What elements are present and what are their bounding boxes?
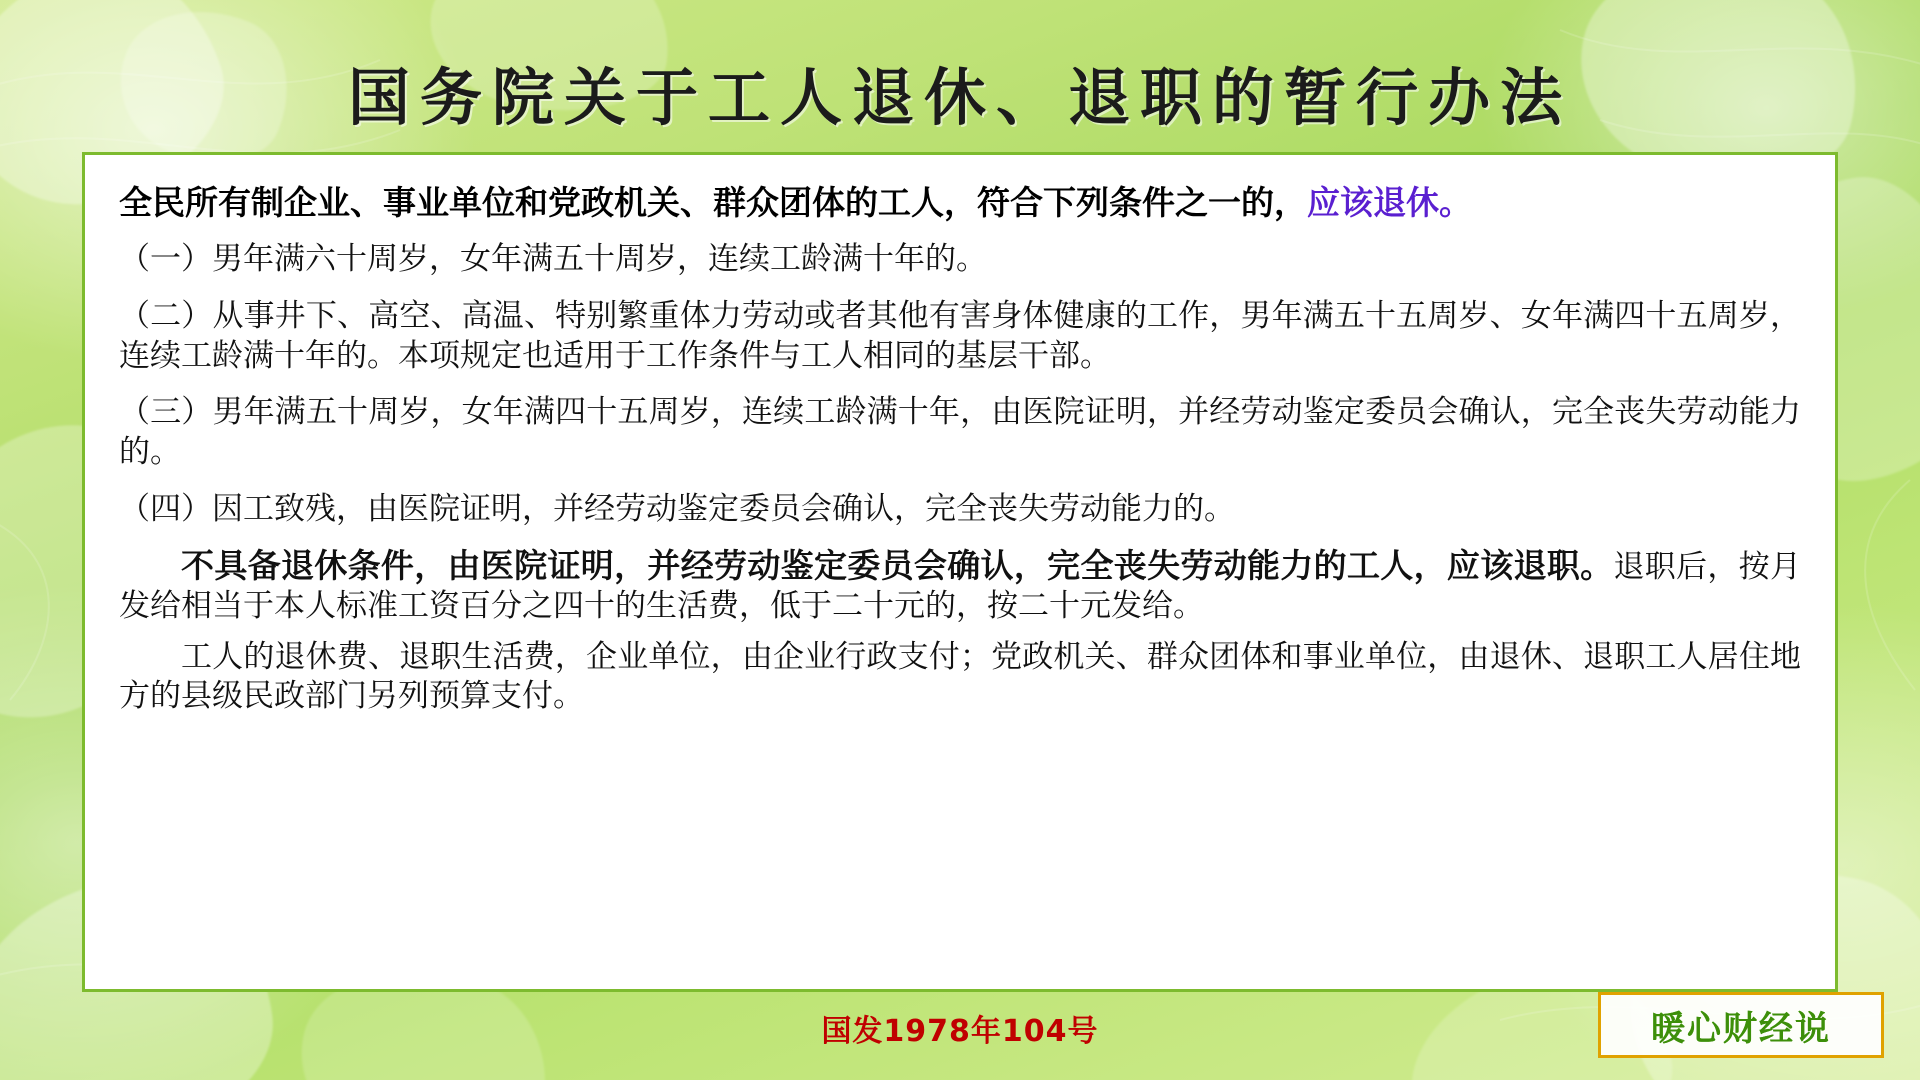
watermark-badge: [1598, 992, 1884, 1058]
lead-highlight: 应该退休。: [1307, 183, 1472, 222]
watermark-label: 暖心财经说: [1651, 1001, 1831, 1050]
slide-title: 国务院关于工人退休、退职的暂行办法: [347, 61, 1572, 134]
clause-item: （四）因工致残，由医院证明，并经劳动鉴定委员会确认，完全丧失劳动能力的。: [119, 490, 1235, 527]
payment-source-paragraph: 工人的退休费、退职生活费，企业单位，由企业行政支付；党政机关、群众团体和事业单位，由退休、退职工人居住地方的县级民政部门另列预算支付。: [119, 639, 1801, 715]
content-card: [82, 152, 1838, 992]
retirement-resignation-paragraph: [119, 545, 1801, 626]
paragraph-strong-text: 不具备退休条件，由医院证明，并经劳动鉴定委员会确认，完全丧失劳动能力的工人，应该退职。: [181, 546, 1614, 585]
clause-item: （二）从事井下、高空、高温、特别繁重体力劳动或者其他有害身体健康的工作，男年满五十五周岁、女年满四十五周岁，连续工龄满十年的。本项规定也适用于工作条件与工人相同的基层干部。: [119, 297, 1801, 374]
lead-paragraph: [119, 181, 1801, 225]
clause-item: （一）男年满六十周岁，女年满五十周岁，连续工龄满十年的。: [119, 241, 987, 278]
document-number: 国发1978年104号: [821, 1014, 1099, 1049]
clause-item: （三）男年满五十周岁，女年满四十五周岁，连续工龄满十年，由医院证明，并经劳动鉴定委员会确认，完全丧失劳动能力的。: [119, 394, 1801, 471]
lead-text: 全民所有制企业、事业单位和党政机关、群众团体的工人，符合下列条件之一的，: [119, 183, 1307, 222]
paragraph-normal-text: 退职后，按月发给相当于本人标准工资百分之四十的生活费，低于二十元的，按二十元发给。: [119, 549, 1801, 625]
